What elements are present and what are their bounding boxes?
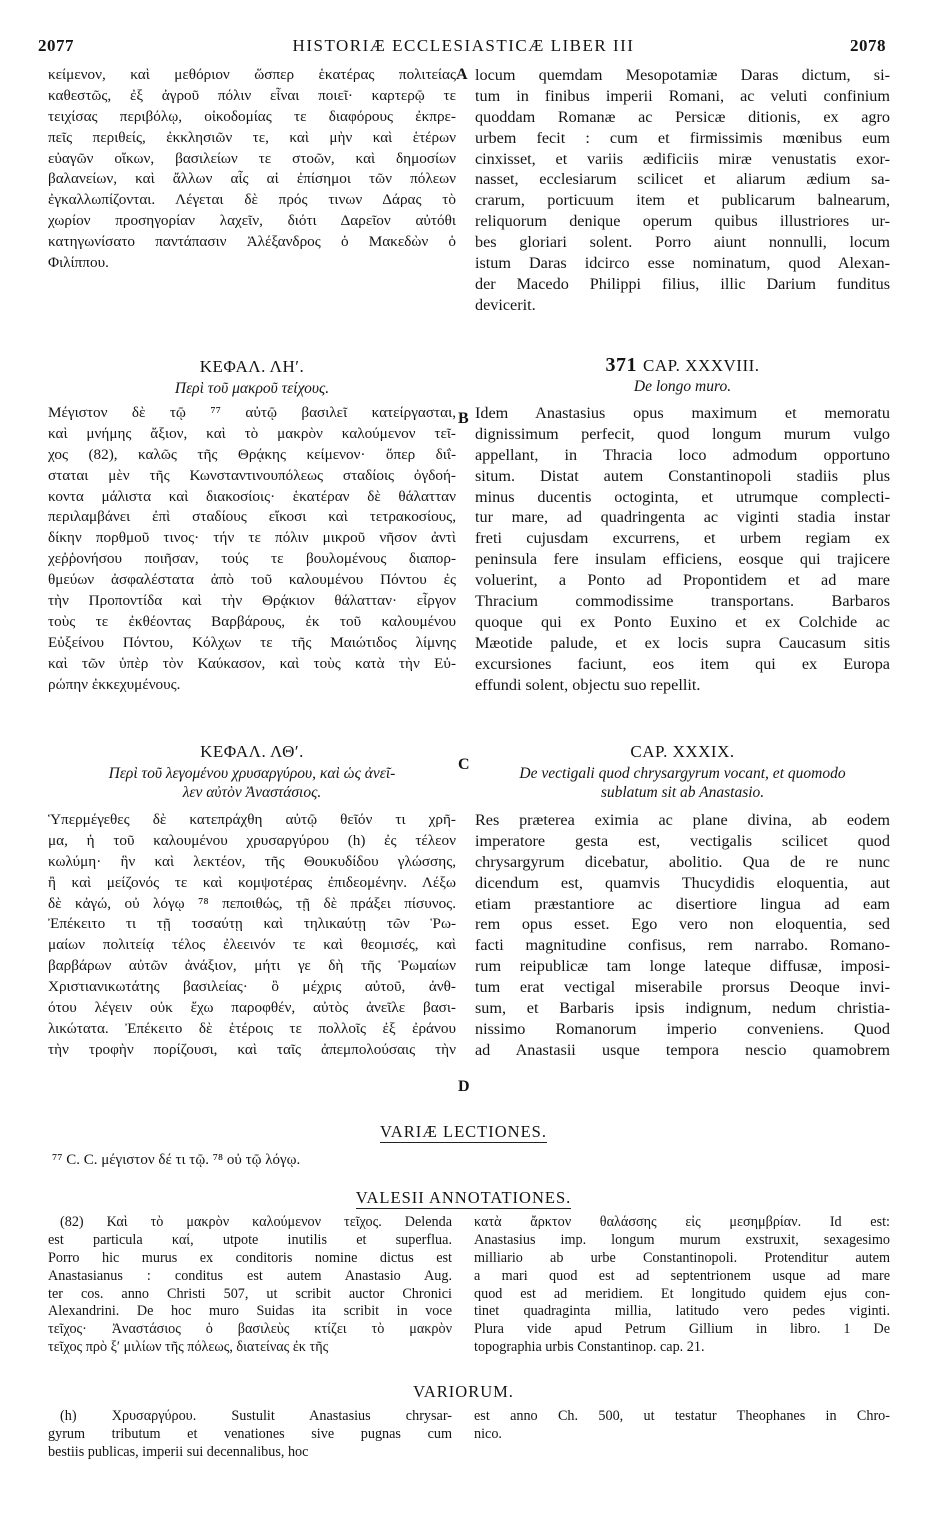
- valesii-note-left: [48, 1214, 452, 1357]
- annotation-line: Porro hic murus ex conditoris nomine dictus est: [48, 1249, 452, 1266]
- greek-text-line: χος (82), καλῶς τῆς Θρᾴκης κείμενον· ὅπερ διΐ-: [48, 445, 456, 463]
- latin-text-chapter-39: [475, 810, 890, 1061]
- greek-text-line: μαίων πολιτείᾳ τέλος ἐλεεινόν τε καὶ θεομισές, καὶ: [48, 936, 456, 954]
- latin-text-line: imperatore gesta est, vectigalis scilicet quod: [475, 831, 890, 850]
- greek-text-top: [48, 65, 456, 274]
- greek-text-line: εὐαγῶν οἴκων, βασιλείων τε στοῶν, καὶ δημοσίων: [48, 149, 456, 167]
- latin-text-line: cinxisset, et variis ædificiis miræ venustatis exor-: [475, 149, 890, 168]
- latin-text-line: bes gloriari solent. Porro aiunt nonnulli, locum: [475, 233, 890, 252]
- margin-letter-a: A: [456, 66, 468, 83]
- latin-text-line: urbem fecit : cum et firmissimis mœnibus eum: [475, 128, 890, 147]
- greek-text-line: τειχίσας περιβόλῳ, οἰκοδομίας τε διαφόρους ἐκπρε-: [48, 107, 456, 125]
- annotation-line: Alexandrini. De hoc muro Suidas ita scribit in voce: [48, 1303, 452, 1320]
- greek-text-line: μα, ἡ τοῦ καλουμένου χρυσαργύρου (h) ἐς τέλεον: [48, 831, 456, 849]
- latin-chapter-38-subtitle: De longo muro.: [633, 378, 732, 395]
- latin-text-line: excursiones faciunt, eos item qui ex Europa: [475, 654, 890, 673]
- latin-chapter-39-heading: CAP. XXXIX.: [630, 742, 735, 761]
- latin-text-top: [475, 65, 890, 316]
- latin-chapter-39-subtitle-2: sublatum sit ab Anastasio.: [600, 784, 765, 801]
- margin-letter-d: D: [458, 1078, 470, 1095]
- variae-lectiones-title: [0, 1122, 927, 1142]
- latin-text-line: crarum, porticuum item et publicarum balnearum,: [475, 191, 890, 210]
- page-number-right: 2078: [850, 36, 886, 55]
- annotation-line: nico.: [474, 1425, 502, 1442]
- latin-text-line: sum, et Barbaris ipsis indignum, nedum christia-: [475, 999, 890, 1018]
- greek-text-line: ρώπην ἐκκεχυμένους.: [48, 675, 181, 693]
- greek-text-line: Ὑπερμέγεθες δὲ κατεπράχθη αὐτῷ θεῖόν τι χρῆ-: [48, 811, 456, 828]
- annotation-line: (82) Καὶ τὸ μακρὸν καλούμενον τεῖχος. Delenda: [60, 1214, 452, 1230]
- variae-lectiones-line: ⁷⁷ C. C. μέγιστον δέ τι τῷ. ⁷⁸ οὐ τῷ λόγῳ.: [52, 1152, 301, 1168]
- greek-text-line: Ἐπέκειτο τι τῇ τοσαύτῃ καὶ τηλικαύτῃ τῶν Ῥω-: [48, 915, 456, 933]
- latin-text-line: locum quemdam Mesopotamiæ Daras dictum, si-: [475, 66, 890, 84]
- greek-text-line: χωρίον προσηγορίαν λαχεῖν, διότι Δαρεῖον αὐτόθι: [48, 212, 456, 230]
- annotation-line: (h) Χρυσαργύρου. Sustulit Anastasius chrysar-: [60, 1408, 452, 1424]
- latin-text-line: devicerit.: [475, 295, 536, 314]
- valesii-annotationes-title: [0, 1188, 927, 1208]
- greek-text-line: ἐγκαλλωπίζονται. Λέγεται δὲ πρός τινων Δάρας τὸ: [48, 191, 456, 209]
- greek-chapter-39-subtitle-2: λεν αὐτὸν Ἀναστάσιος.: [182, 784, 322, 801]
- greek-text-line: ότου λέγειν οὐκ ἔχω παροφθέν, αὐτὸς ἀνεῖλε βασι-: [48, 999, 456, 1017]
- greek-text-line: περιλαμβάνει ἐπὶ σταδίους εἴκοσι καὶ τετρακοσίους,: [48, 508, 456, 526]
- annotation-line: gyrum tributum et venationes sive pugnas cum: [48, 1425, 452, 1442]
- greek-text-line: χεῤῥονήσου ποιῆσαν, τούς τε βουλομένους διαπορ-: [48, 550, 456, 568]
- greek-text-line: λικώτατα. Ἐπέκειτο δὲ ἑτέροις τε πολλοῖς ἐξ ἐράνου: [48, 1019, 456, 1037]
- annotation-line: τεῖχος· Ἀναστάσιος ὁ βασιλεὺς κτίζει τὸ μακρὸν: [48, 1321, 452, 1338]
- greek-text-line: Φιλίππου.: [48, 254, 109, 272]
- annotation-line: bestiis publicas, imperii sui decennalibus, hoc: [48, 1443, 309, 1460]
- annotation-line: quod est ad meridiem. Et longitudo quidem ejus con-: [474, 1285, 890, 1302]
- greek-text-line: τοὺς τε ἐκθέοντας Βαρβάρους, ἐκ τοῦ καλουμένου: [48, 612, 456, 630]
- annotation-line: Plura vide apud Petrum Gillium in libro. 1 De: [474, 1321, 890, 1338]
- latin-text-line: quoddam Romanæ ac Persicæ ditionis, ex agro: [475, 107, 890, 126]
- greek-chapter-38-subtitle: Περὶ τοῦ μακροῦ τείχους.: [174, 380, 330, 397]
- latin-text-line: tum erat vectigal miserabile prorsus Deoque invi-: [475, 978, 890, 997]
- valesii-note-right: [474, 1214, 890, 1357]
- greek-text-line: ἢ καὶ μείζονός τε καὶ κομψοτέρας ἐπιδεομένην. Λέξω: [48, 873, 456, 891]
- latin-text-line: freti cujusdam excurrens, et urbem regiam ex: [475, 529, 890, 548]
- greek-text-line: πεῖς περιθείς, ἐκκλησιῶν τε, καὶ μὴν καὶ ἑτέρων: [48, 128, 456, 146]
- greek-chapter-38-heading: ΚΕΦΑΛ. ΛΗʹ.: [199, 357, 305, 376]
- greek-text-line: Χριστιανικωτάτης βασιλείας· ὃ μέχρις αὐτοῦ, ἀνθ-: [48, 978, 456, 996]
- annotation-line: est particula καί, utpote inutilis et superflua.: [48, 1231, 452, 1248]
- annotation-line: est anno Ch. 500, ut testatur Theophanes in Chro-: [474, 1408, 890, 1424]
- latin-text-line: nissimo Romanorum imperio conveniens. Quod: [475, 1019, 890, 1038]
- greek-text-line: Μέγιστον δὲ τῷ ⁷⁷ αὐτῷ βασιλεῖ κατείργασται,: [48, 404, 456, 421]
- greek-text-line: καθεστῶς, ἐξ ἀγροῦ πόλιν εἶναι ποιεῖ· καρτερῷ τε: [48, 86, 456, 104]
- latin-text-line: tum in finibus imperii Romani, ac veluti confinium: [475, 86, 890, 105]
- latin-text-line: Mæotide palude, et ex locis supra Caucasum sitis: [475, 633, 890, 652]
- variae-lectiones-title-text: VARIÆ LECTIONES.: [380, 1122, 547, 1141]
- latin-text-line: ad Anastasii usque tempora nescio quamobrem: [475, 1040, 890, 1059]
- greek-text-line: σταται μὲν τῆς Κωνσταντινουπόλεως σταδίοις ὀγδοή-: [48, 466, 456, 484]
- latin-text-line: minus ducentis octoginta, et utrumque complecti-: [475, 487, 890, 506]
- greek-text-line: δὲ κἀγώ, οὐ λόγῳ ⁷⁸ πεποιθώς, τῇ δὲ πράξει πίσυνος.: [48, 894, 456, 912]
- annotation-line: ter cos. anno Christi 507, ut scribit auctor Chronici: [48, 1285, 452, 1302]
- latin-text-line: quoque qui ex Ponto Euxino et ex Colchide ac: [475, 612, 890, 631]
- latin-text-line: voluerint, a Ponto ad Propontidem et ad mare: [475, 571, 890, 590]
- latin-text-line: etiam præstantiore ac disertiore lingua ad eam: [475, 894, 890, 913]
- greek-text-line: τὴν τροφὴν πορίζουσι, καὶ ταῖς ἀπεμπολούσαις τὴν: [48, 1040, 456, 1058]
- valesii-annotationes-title-text: VALESII ANNOTATIONES.: [355, 1188, 572, 1207]
- greek-text-line: βαρβάρων αὐτῶν ἀνάξιον, μήτι γε δὴ τῆς Ῥωμαίων: [48, 957, 456, 975]
- annotation-line: milliario ab urbe Constantinopoli. Protenditur autem: [474, 1249, 890, 1266]
- variorum-note-right: [474, 1408, 890, 1444]
- latin-text-line: chrysargyrum dicebatur, abolitio. Qua de re nunc: [475, 852, 890, 871]
- latin-text-line: situm. Distat autem Constantinopoli stadiis plus: [475, 466, 890, 485]
- latin-text-line: tur mare, ad quadringenta ac viginti stadia instar: [475, 508, 890, 527]
- latin-text-line: der Macedo Philippi filius, illic Darium funditus: [475, 274, 890, 293]
- variorum-title-text: VARIORUM.: [413, 1382, 514, 1401]
- greek-text-line: κείμενον, καὶ μεθόριον ὥσπερ ἑκατέρας πολιτείας: [48, 66, 456, 83]
- greek-text-line: κατηγωνίσατο παντάπασιν Ἀλέξανδρος ὁ Μακεδὼν ὁ: [48, 233, 456, 251]
- latin-text-line: Res præterea eximia ac plane divina, ab eodem: [475, 811, 890, 829]
- annotation-line: tinet quadraginta millia, latitudo vero pedes viginti.: [474, 1303, 890, 1320]
- page-number-left: 2077: [38, 36, 74, 55]
- latin-text-line: facti magnitudine confisus, rem narrabo. Romano-: [475, 936, 890, 955]
- greek-text-line: δίκην πορθμοῦ τινος· τήν τε πόλιν μικροῦ νῆσον ἀντὶ: [48, 529, 456, 547]
- annotation-line: Anastasius imp. longum murum exstruxit, sexagesimo: [474, 1231, 890, 1248]
- latin-chapter-38-heading: [475, 354, 890, 377]
- greek-text-line: θμεύων ἀσφαλέστατα ἀπὸ τοῦ καλουμένου Πόντου ἐς: [48, 571, 456, 589]
- greek-text-line: βαλανείων, καὶ ἄλλων αἷς αἱ ἐπίσημοι τῶν πόλεων: [48, 170, 456, 188]
- latin-chapter-38-title: CAP. XXXVIII.: [642, 356, 760, 375]
- annotation-line: κατὰ ἄρκτον θαλάσσης εἰς μεσημβρίαν. Id est:: [474, 1214, 890, 1230]
- greek-text-chapter-38: [48, 403, 456, 695]
- greek-chapter-39-subtitle-1: Περὶ τοῦ λεγομένου χρυσαργύρου, καὶ ὡς ἀνεῖ-: [108, 765, 396, 782]
- greek-text-line: τὴν Προποντίδα καὶ τὴν Θρᾴκιον θάλατταν· εἶργον: [48, 592, 456, 610]
- annotation-line: τεῖχος πρὸ ξʹ μιλίων τῆς πόλεως, διατείνας ἐκ τῆς: [48, 1339, 329, 1356]
- annotation-line: topographia urbis Constantinop. cap. 21.: [474, 1339, 705, 1356]
- greek-chapter-39-heading: ΚΕΦΑΛ. ΛΘʹ.: [200, 742, 304, 761]
- greek-text-line: καὶ μνήμης ἄξιον, καὶ τὸ μακρὸν καλούμενον τεῖ-: [48, 424, 456, 442]
- latin-text-line: Idem Anastasius opus maximum et memoratu: [475, 404, 890, 422]
- latin-text-line: Thracium commodissime transportans. Barbaros: [475, 592, 890, 611]
- latin-chapter-39-subtitle-1: De vectigali quod chrysargyrum vocant, et quomodo: [519, 765, 846, 782]
- latin-text-line: reliquorum denique operum quibus illustriores ur-: [475, 212, 890, 231]
- latin-text-line: nasset, ecclesiarum scilicet et aliarum ædium sa-: [475, 170, 890, 189]
- latin-text-line: dignissimum perfecit, quod longum murum vulgo: [475, 424, 890, 443]
- variorum-note-left: [48, 1408, 452, 1462]
- margin-letter-c: C: [458, 756, 470, 773]
- latin-text-line: effundi solent, objectu suo repellit.: [475, 675, 701, 694]
- latin-text-line: dicendum est, quamvis Thucydidis eloquentia, aut: [475, 873, 890, 892]
- annotation-line: a mari quod est ad septentrionem usque ad mare: [474, 1267, 890, 1284]
- greek-text-line: Εὐξείνου Πόντου, Κόλχων τε τῆς Μαιώτιδος λίμνης: [48, 633, 456, 651]
- latin-text-chapter-38: [475, 403, 890, 695]
- latin-text-line: appellant, in Thracia loco admodum opportuno: [475, 445, 890, 464]
- latin-text-line: peninsula fere insulam efficiens, eosque qui trajicere: [475, 550, 890, 569]
- column-number-371: 371: [605, 354, 637, 376]
- greek-text-line: κωλύμη· ἣν καὶ λεκτέον, τῆς Θουκυδίδου γλώσσης,: [48, 852, 456, 870]
- latin-text-line: rem opus esset. Ego vero non eloquentia, sed: [475, 915, 890, 934]
- latin-text-line: rum reipublicæ tam longe lateque diffusæ, imposi-: [475, 957, 890, 976]
- greek-text-line: καὶ τῶν ὑπὲρ τὸν Καύκασον, καὶ τοὺς κατὰ τὴν Εὐ-: [48, 654, 456, 672]
- margin-letter-b: B: [458, 410, 469, 427]
- running-title: HISTORIÆ ECCLESIASTICÆ LIBER III: [292, 36, 635, 55]
- greek-text-chapter-39: [48, 810, 456, 1061]
- latin-text-line: istum Daras idcirco esse nominatum, quod Alexan-: [475, 254, 890, 273]
- greek-text-line: κοντα μάλιστα καὶ διακοσίοις· ἑκατέραν δὲ θάλατταν: [48, 487, 456, 505]
- annotation-line: Anastasianus : conditus est autem Anastasio Aug.: [48, 1267, 452, 1284]
- variorum-title: [0, 1382, 927, 1402]
